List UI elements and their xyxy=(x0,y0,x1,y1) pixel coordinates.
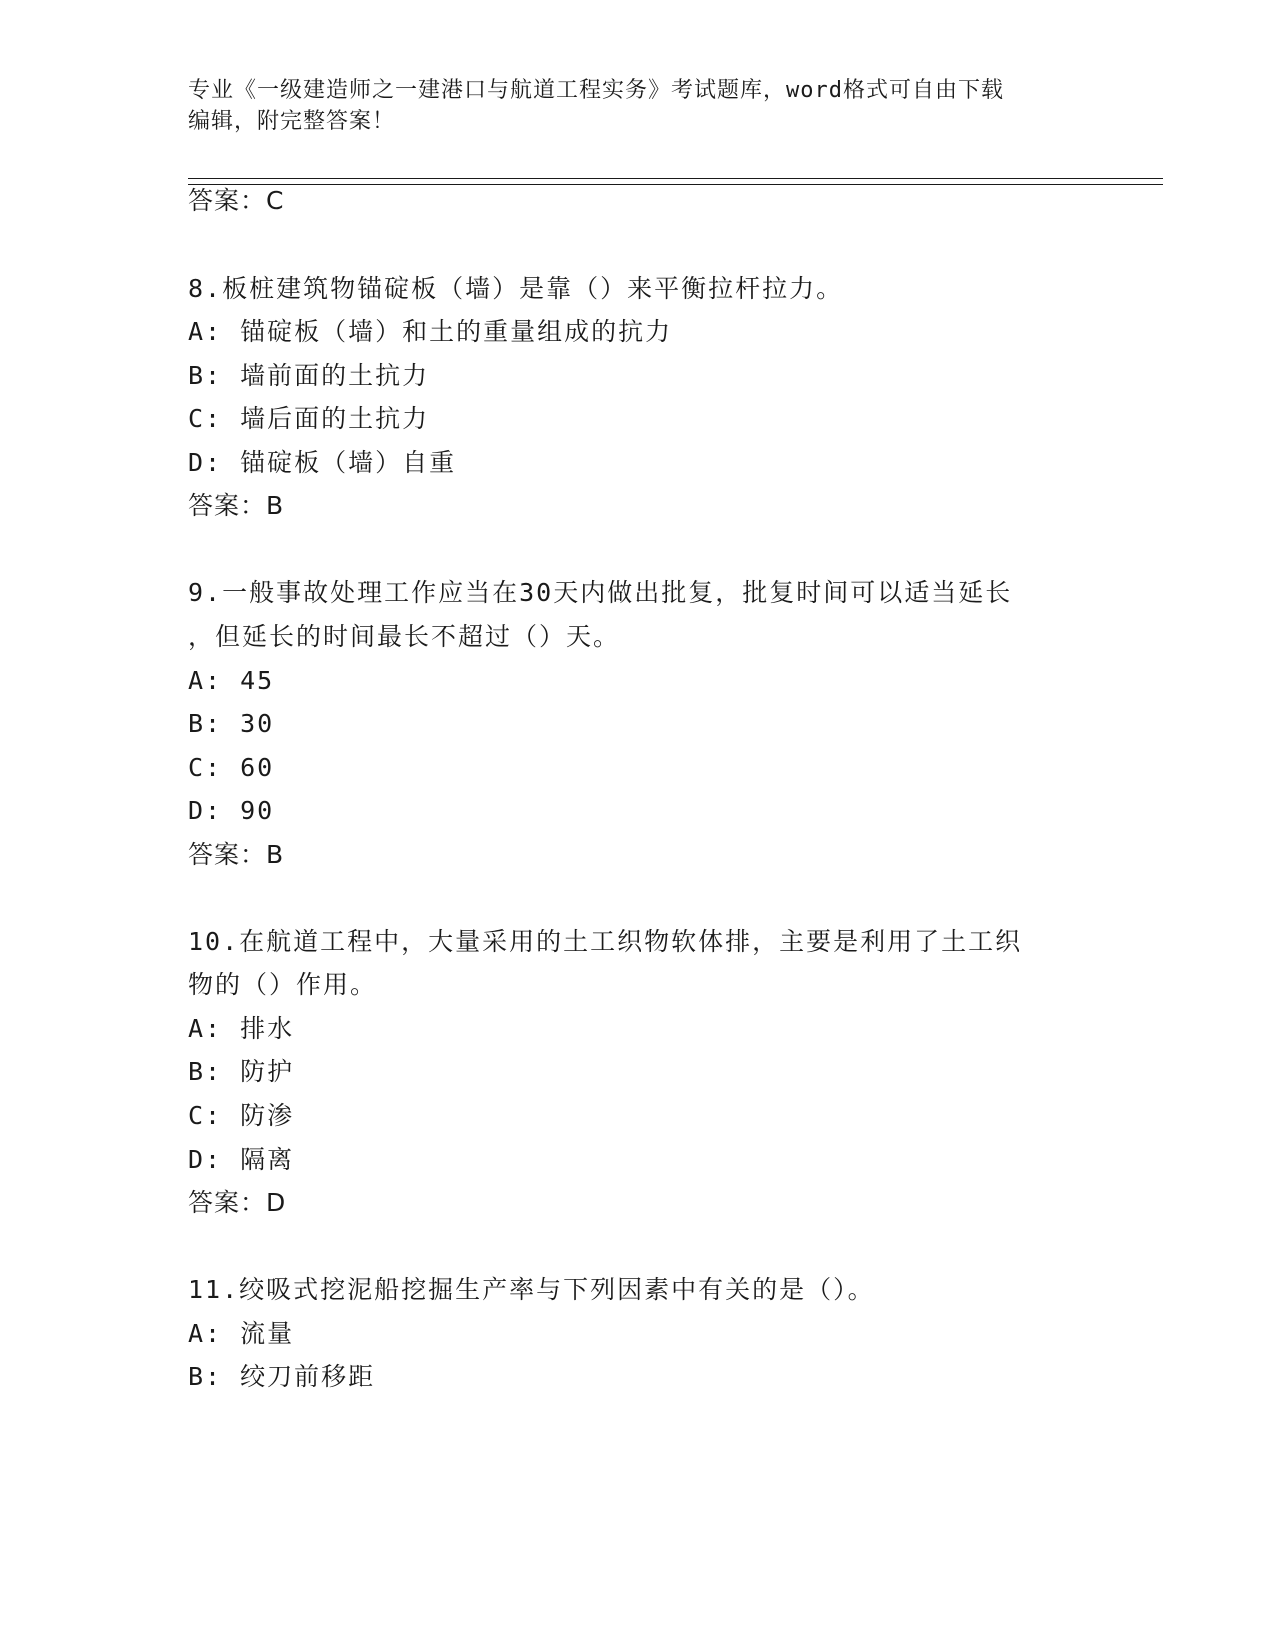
header-line-1: 专业《一级建造师之一建港口与航道工程实务》考试题库，word格式可自由下载 xyxy=(188,78,1004,103)
option-text: 30 xyxy=(240,709,275,738)
option-letter: D: xyxy=(188,448,223,477)
question-stem: 9.一般事故处理工作应当在30天内做出批复，批复时间可以适当延长 xyxy=(188,578,1013,607)
answer-value: C xyxy=(266,186,285,215)
option-letter: B: xyxy=(188,361,223,390)
header-rule-bottom xyxy=(188,184,1163,185)
option-d xyxy=(188,448,456,478)
question-stem-continued: ，但延长的时间最长不超过（）天。 xyxy=(188,622,621,651)
option-text: 排水 xyxy=(240,1014,295,1043)
question-stem: 11.绞吸式挖泥船挖掘生产率与下列因素中有关的是（）。 xyxy=(188,1275,875,1304)
option-text: 90 xyxy=(240,796,275,825)
option-letter: A: xyxy=(188,666,223,695)
answer-label: 答案： xyxy=(188,1188,267,1217)
option-text: 防渗 xyxy=(240,1101,295,1130)
option-letter: A: xyxy=(188,1319,223,1348)
option-d xyxy=(188,1145,294,1175)
option-letter: D: xyxy=(188,1145,223,1174)
option-letter: B: xyxy=(188,1362,223,1391)
option-letter: D: xyxy=(188,796,223,825)
option-letter: C: xyxy=(188,404,223,433)
option-text: 墙后面的土抗力 xyxy=(240,404,430,433)
option-c xyxy=(188,753,274,783)
answer-value: D xyxy=(266,1188,287,1217)
answer-line xyxy=(188,840,284,870)
answer-label: 答案： xyxy=(188,491,267,520)
option-text: 流量 xyxy=(240,1319,295,1348)
option-text: 墙前面的土抗力 xyxy=(240,361,430,390)
question-stem: 10.在航道工程中，大量采用的土工织物软体排，主要是利用了土工织 xyxy=(188,927,1023,956)
answer-line xyxy=(188,186,284,216)
option-c xyxy=(188,1101,294,1131)
option-letter: A: xyxy=(188,317,223,346)
option-text: 绞刀前移距 xyxy=(240,1362,376,1391)
option-b xyxy=(188,1057,294,1087)
answer-line xyxy=(188,1188,286,1218)
option-text: 45 xyxy=(240,666,275,695)
question-stem-continued: 物的（）作用。 xyxy=(188,970,378,999)
option-a xyxy=(188,1319,294,1349)
option-text: 锚碇板（墙）和土的重量组成的抗力 xyxy=(240,317,673,346)
header-rule-top xyxy=(188,178,1163,179)
answer-label: 答案： xyxy=(188,840,267,869)
option-b xyxy=(188,1362,375,1392)
answer-line xyxy=(188,491,284,521)
option-a xyxy=(188,1014,294,1044)
answer-value: B xyxy=(266,491,285,520)
header-line-2: 编辑，附完整答案！ xyxy=(188,109,396,134)
option-b xyxy=(188,709,274,739)
option-a xyxy=(188,317,672,347)
answer-value: B xyxy=(266,840,285,869)
option-text: 60 xyxy=(240,753,275,782)
option-b xyxy=(188,361,429,391)
option-letter: A: xyxy=(188,1014,223,1043)
question-stem: 8.板桩建筑物锚碇板（墙）是靠（）来平衡拉杆拉力。 xyxy=(188,274,844,303)
option-letter: B: xyxy=(188,709,223,738)
option-c xyxy=(188,404,429,434)
option-d xyxy=(188,796,274,826)
option-text: 隔离 xyxy=(240,1145,295,1174)
option-letter: C: xyxy=(188,753,223,782)
option-text: 防护 xyxy=(240,1057,295,1086)
option-letter: B: xyxy=(188,1057,223,1086)
answer-label: 答案： xyxy=(188,186,267,215)
option-text: 锚碇板（墙）自重 xyxy=(240,448,457,477)
option-a xyxy=(188,666,274,696)
document-header xyxy=(188,75,1088,137)
option-letter: C: xyxy=(188,1101,223,1130)
